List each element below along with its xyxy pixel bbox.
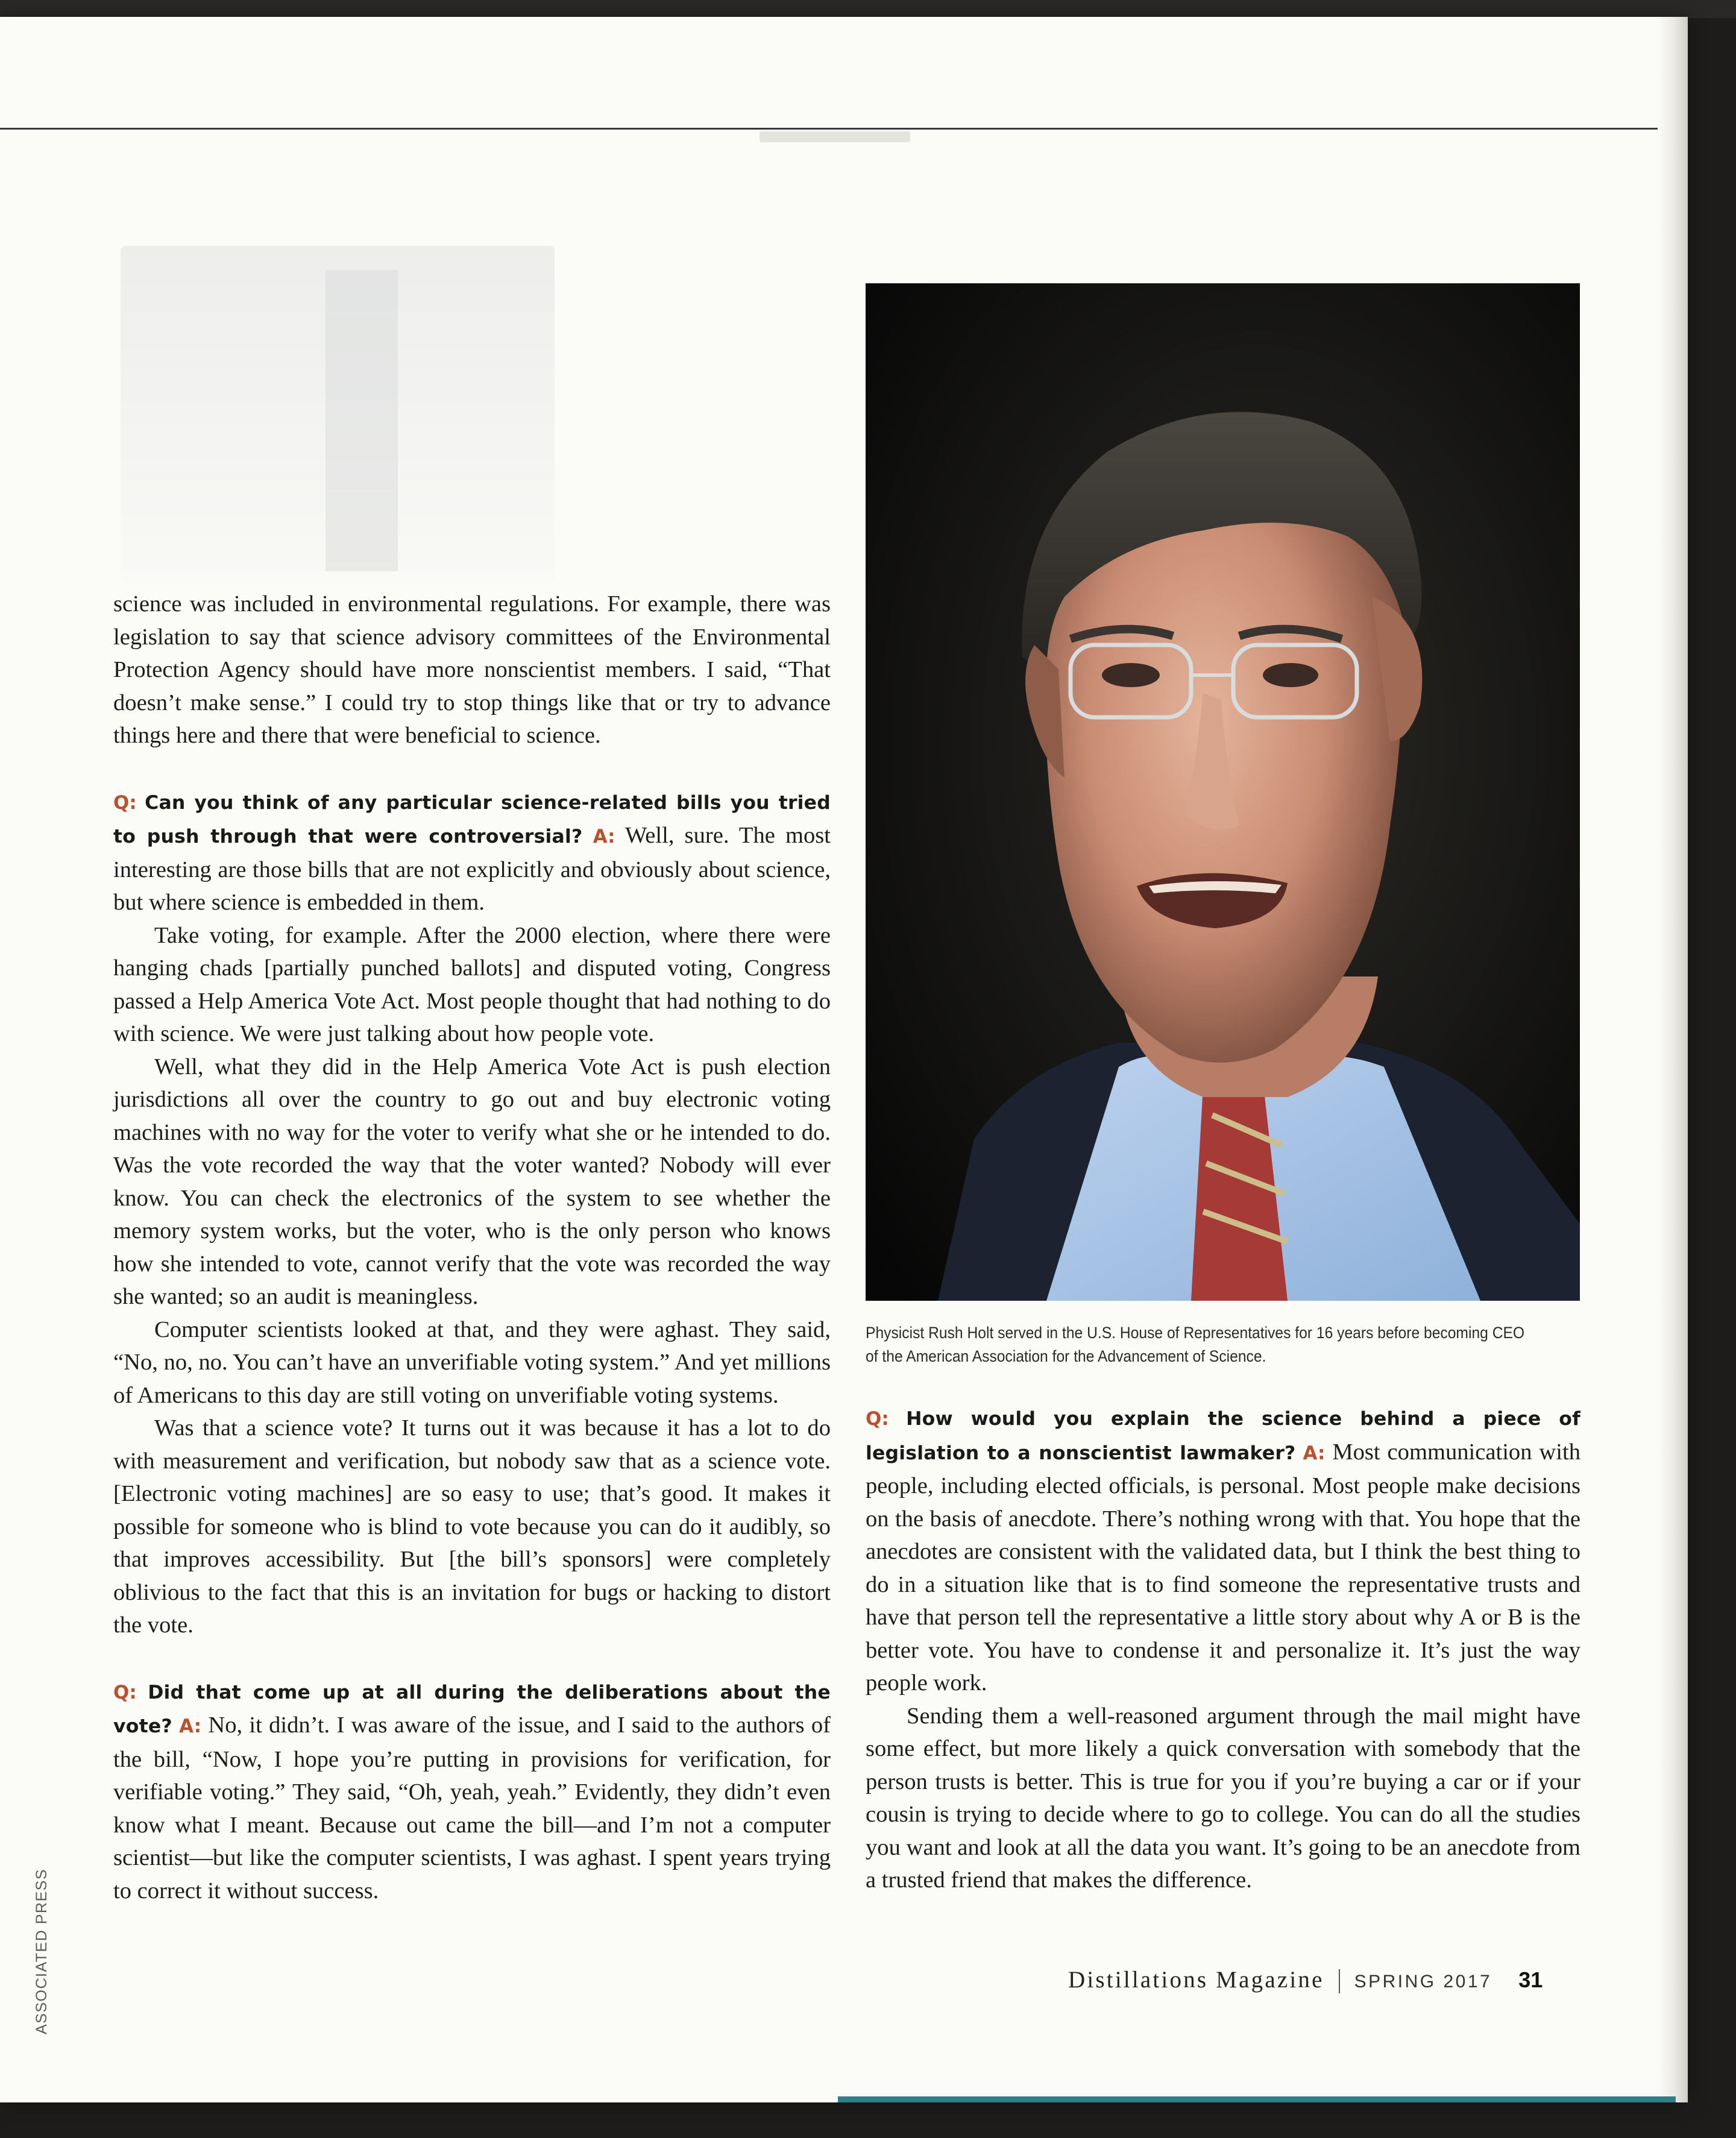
answer-label: A: — [1303, 1442, 1326, 1464]
photo-credit — [33, 1869, 69, 2034]
question-label: Q: — [113, 1681, 137, 1703]
photo-credit-text: ASSOCIATED PRESS — [33, 1869, 50, 2034]
qa-paragraph — [113, 1675, 831, 1908]
question-text: How would you explain the science behind a piece of legislation to a nonscientist lawmaker? — [866, 1408, 1580, 1464]
article-right-column — [866, 1401, 1580, 1897]
footer-color-strip — [838, 2096, 1676, 2102]
body-paragraph: science was included in environmental regulations. For example, there was legislation to say that science advisory committees of the Environmental Protection Agency should have more nonscientist members. I said, “That doesn’t make sense.” I could try to stop things like that or try to advance things here and there that were beneficial to science. — [113, 591, 831, 748]
scan-background-top — [0, 0, 1736, 18]
header-bleedthrough — [760, 131, 910, 142]
answer-text: Well, sure. The most interesting are those bills that are not explicitly and obviously about science, but where science is embedded in them. — [113, 823, 831, 915]
body-paragraph: Computer scientists looked at that, and they were aghast. They said, “No, no, no. You can’t have an unverifiable voting system.” And yet millions of Americans to this day are still voting on unverifiable voting systems. — [113, 1316, 831, 1408]
footer-magazine-name: Distillations Magazine — [1068, 1967, 1324, 1993]
question-text: Can you think of any particular science-related bills you tried to push through that were controversial? — [113, 791, 831, 847]
qa-paragraph — [113, 785, 831, 919]
question-text: Did that come up at all during the deliberations about the vote? — [113, 1681, 831, 1737]
rush-holt-portrait — [866, 283, 1580, 1301]
photo-caption: Physicist Rush Holt served in the U.S. House of Representatives for 16 years before becoming CEO of the American Association for the Advancement of Science. — [866, 1324, 1525, 1365]
body-paragraph: Sending them a well-reasoned argument through the mail might have some effect, but more likely a quick conversation with somebody that the person trusts is better. This is true for you if you’re buying a car or if your cousin is trying to decide where to go to college. You can do all the studies you want and look at all the data you want. It’s going to be an anecdote from a trusted friend that makes the difference. — [866, 1703, 1580, 1893]
answer-label: A: — [593, 826, 615, 847]
footer-divider — [1339, 1969, 1340, 1993]
answer-label: A: — [179, 1715, 202, 1737]
answer-text: Most communication with people, including elected officials, is personal. Most people make decisions on the basis of anecdote. There’s nothing wrong with that. You hope that the anecdotes are consistent with the validated data, but I think the best thing to do in a situation like that is to find someone the representative trusts and have that person tell the representative a little story about why A or B is the better vote. You have to condense it and personalize it. It’s just the way people work. — [866, 1439, 1580, 1696]
question-label: Q: — [113, 791, 137, 814]
page-footer — [1068, 1966, 1543, 1996]
header-rule — [0, 128, 1676, 130]
article-left-column — [113, 588, 831, 1907]
page-spine-shadow — [1658, 17, 1688, 2102]
question-label: Q: — [866, 1408, 889, 1430]
body-paragraph: Well, what they did in the Help America Vote Act is push election jurisdictions all over the country to go out and buy electronic voting machines with no way for the voter to verify what she or he intended to do. Was the vote recorded the way that the voter wanted? Nobody will ever know. You can check the electronics of the system to see whether the memory system works, but the voter, who is the only person who knows how she intended to vote, cannot verify that the vote was recorded the way she wanted; so an audit is meaningless. — [113, 1054, 831, 1309]
body-paragraph: Was that a science vote? It turns out it was because it has a lot to do with measurement and verification, but nobody saw that as a science vote. [Electronic voting machines] are so easy to use; that’s good. It makes it possible for someone who is blind to vote because you can do it audibly, so that improves accessibility. But [the bill’s sponsors] were completely oblivious to the fact that this is an invitation for bugs or hacking to distort the vote. — [113, 1415, 831, 1638]
qa-paragraph — [866, 1401, 1580, 1700]
bleedthrough-block — [326, 270, 398, 571]
footer-issue: SPRING 2017 — [1354, 1972, 1492, 1992]
portrait-photo — [866, 283, 1580, 1301]
body-paragraph: Take voting, for example. After the 2000 election, where there were hanging chads [partially punched ballots] and disputed voting, Congress passed a Help America Vote Act. Most people thought that had nothing to do with science. We were just talking about how people vote. — [113, 922, 831, 1046]
page-number: 31 — [1518, 1967, 1543, 1992]
answer-text: No, it didn’t. I was aware of the issue, and I said to the authors of the bill, “Now, I hope you’re putting in provisions for verification, for verifiable voting.” They said, “Oh, yeah, yeah.” Evidently, they didn’t even know what I meant. Because out came the bill—and I’m not a computer scientist—but like the computer scientists, I was aghast. I spent years trying to correct it without success. — [113, 1712, 831, 1904]
